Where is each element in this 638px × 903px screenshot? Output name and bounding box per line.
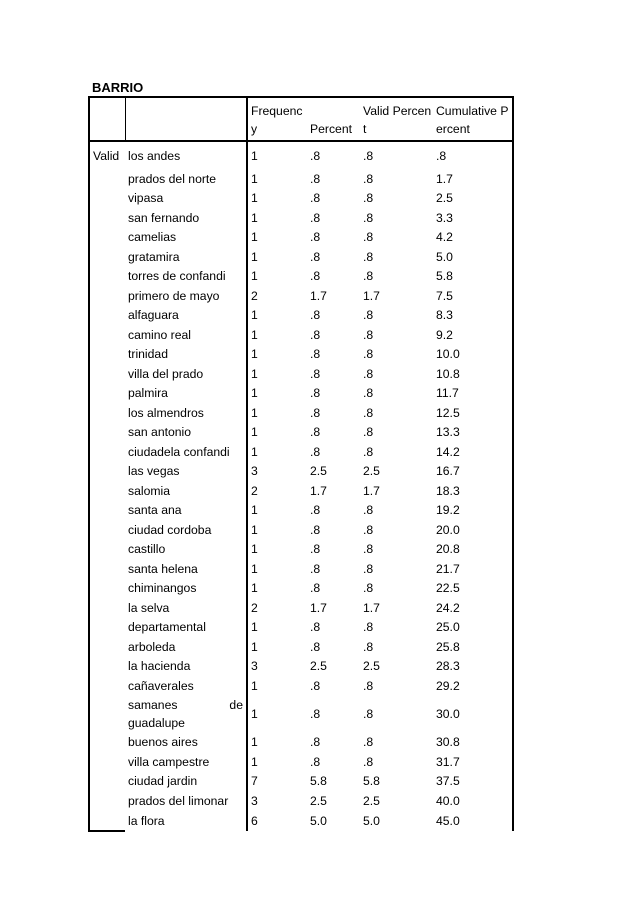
- row-label: alfaguara: [125, 306, 247, 326]
- row-label: primero de mayo: [125, 286, 247, 306]
- cumulative-percent-cell: 25.8: [433, 637, 513, 657]
- table-row: [89, 286, 513, 306]
- header-row: [89, 97, 513, 141]
- group-cell: [89, 598, 125, 618]
- frequency-cell: 2: [251, 483, 258, 498]
- percent-cell: .8: [310, 620, 321, 635]
- group-cell: [89, 657, 125, 677]
- header-percent: Percent: [307, 97, 360, 141]
- row-label: los almendros: [125, 403, 247, 423]
- table-row: [89, 540, 513, 560]
- percent-cell: 5.0: [310, 813, 327, 828]
- row-label: santa ana: [125, 501, 247, 521]
- group-cell: [89, 345, 125, 365]
- table-row: [89, 462, 513, 482]
- group-cell: [89, 403, 125, 423]
- row-label: departamental: [125, 618, 247, 638]
- valid-percent-cell: .8: [363, 425, 374, 440]
- valid-percent-cell: .8: [363, 639, 374, 654]
- frequency-cell: 1: [251, 347, 258, 362]
- frequency-cell: 3: [251, 793, 258, 808]
- frequency-cell: 1: [251, 620, 258, 635]
- valid-percent-cell: .8: [363, 678, 374, 693]
- group-cell: [89, 247, 125, 267]
- table-row: [89, 520, 513, 540]
- row-label: los andes: [125, 141, 247, 169]
- frequency-cell: 1: [251, 444, 258, 459]
- cumulative-percent-cell: 14.2: [433, 442, 513, 462]
- cumulative-percent-cell: 40.0: [433, 791, 513, 811]
- table-row: [89, 364, 513, 384]
- table-row: [89, 169, 513, 189]
- valid-percent-cell: .8: [363, 405, 374, 420]
- frequency-cell: 3: [251, 464, 258, 479]
- percent-cell: .8: [310, 678, 321, 693]
- percent-cell: 2.5: [310, 793, 327, 808]
- table-row: [89, 189, 513, 209]
- row-label: castillo: [125, 540, 247, 560]
- header-corner-label: [125, 97, 247, 141]
- cumulative-percent-cell: 13.3: [433, 423, 513, 443]
- group-cell: [89, 772, 125, 792]
- valid-percent-cell: .8: [363, 444, 374, 459]
- table-body: [89, 141, 513, 831]
- table-row: [89, 559, 513, 579]
- valid-percent-cell: .8: [363, 249, 374, 264]
- group-cell: [89, 752, 125, 772]
- row-label: san antonio: [125, 423, 247, 443]
- cumulative-percent-cell: 10.0: [433, 345, 513, 365]
- percent-cell: .8: [310, 230, 321, 245]
- group-cell: [89, 637, 125, 657]
- percent-cell: 2.5: [310, 464, 327, 479]
- row-label: villa del prado: [125, 364, 247, 384]
- group-cell: [89, 676, 125, 696]
- percent-cell: .8: [310, 171, 321, 186]
- group-cell: [89, 520, 125, 540]
- valid-percent-cell: .8: [363, 735, 374, 750]
- frequency-cell: 1: [251, 754, 258, 769]
- percent-cell: .8: [310, 269, 321, 284]
- cumulative-percent-cell: 20.8: [433, 540, 513, 560]
- table-row: [89, 423, 513, 443]
- percent-cell: .8: [310, 366, 321, 381]
- valid-percent-cell: .8: [363, 542, 374, 557]
- cumulative-percent-cell: 25.0: [433, 618, 513, 638]
- percent-cell: .8: [310, 210, 321, 225]
- row-label: las vegas: [125, 462, 247, 482]
- cumulative-percent-cell: 7.5: [433, 286, 513, 306]
- row-label: ciudad cordoba: [125, 520, 247, 540]
- cumulative-percent-cell: 4.2: [433, 228, 513, 248]
- valid-percent-cell: .8: [363, 230, 374, 245]
- percent-cell: 1.7: [310, 288, 327, 303]
- valid-percent-cell: .8: [363, 754, 374, 769]
- table-row: [89, 657, 513, 677]
- header-corner: [89, 97, 125, 141]
- row-label: cañaverales: [125, 676, 247, 696]
- row-label: santa helena: [125, 559, 247, 579]
- cumulative-percent-cell: 29.2: [433, 676, 513, 696]
- cumulative-percent-cell: 5.8: [433, 267, 513, 287]
- frequency-cell: 1: [251, 171, 258, 186]
- cumulative-percent-cell: 10.8: [433, 364, 513, 384]
- frequency-cell: 1: [251, 308, 258, 323]
- table-row: [89, 228, 513, 248]
- frequency-cell: 1: [251, 249, 258, 264]
- group-cell: [89, 540, 125, 560]
- row-label: camelias: [125, 228, 247, 248]
- valid-percent-cell: 2.5: [363, 464, 380, 479]
- frequency-cell: 3: [251, 659, 258, 674]
- percent-cell: 1.7: [310, 600, 327, 615]
- valid-percent-cell: .8: [363, 171, 374, 186]
- frequency-cell: 1: [251, 425, 258, 440]
- frequency-cell: 1: [251, 191, 258, 206]
- percent-cell: .8: [310, 386, 321, 401]
- table-row: [89, 752, 513, 772]
- group-cell: [89, 618, 125, 638]
- group-cell: [89, 501, 125, 521]
- cumulative-percent-cell: 31.7: [433, 752, 513, 772]
- valid-percent-cell: .8: [363, 327, 374, 342]
- table-row: [89, 811, 513, 832]
- percent-cell: .8: [310, 707, 321, 721]
- valid-percent-cell: 1.7: [363, 288, 380, 303]
- row-label: la selva: [125, 598, 247, 618]
- cumulative-percent-cell: 9.2: [433, 325, 513, 345]
- row-label: villa campestre: [125, 752, 247, 772]
- percent-cell: .8: [310, 754, 321, 769]
- table-row: [89, 791, 513, 811]
- table-row: [89, 618, 513, 638]
- table-row: [89, 208, 513, 228]
- header-valid-percent: Valid Percent: [360, 97, 433, 141]
- percent-cell: .8: [310, 735, 321, 750]
- valid-percent-cell: .8: [363, 269, 374, 284]
- valid-percent-cell: .8: [363, 581, 374, 596]
- percent-cell: .8: [310, 425, 321, 440]
- frequency-cell: 7: [251, 774, 258, 789]
- table-row: [89, 345, 513, 365]
- frequency-cell: 1: [251, 405, 258, 420]
- group-cell: [89, 442, 125, 462]
- cumulative-percent-cell: 5.0: [433, 247, 513, 267]
- table-row: [89, 696, 513, 733]
- row-label: torres de confandi: [125, 267, 247, 287]
- row-label: trinidad: [125, 345, 247, 365]
- group-cell: [89, 481, 125, 501]
- table-title: BARRIO: [92, 80, 144, 95]
- table-row: [89, 141, 513, 169]
- table-row: [89, 772, 513, 792]
- percent-cell: .8: [310, 542, 321, 557]
- valid-percent-cell: .8: [363, 522, 374, 537]
- group-label: Valid: [89, 141, 125, 169]
- row-label: palmira: [125, 384, 247, 404]
- valid-percent-cell: 1.7: [363, 600, 380, 615]
- row-label: la hacienda: [125, 657, 247, 677]
- frequency-cell: 1: [251, 542, 258, 557]
- row-label: chiminangos: [125, 579, 247, 599]
- percent-cell: .8: [310, 581, 321, 596]
- valid-percent-cell: .8: [363, 620, 374, 635]
- group-cell: [89, 325, 125, 345]
- valid-percent-cell: .8: [363, 561, 374, 576]
- table-row: [89, 637, 513, 657]
- cumulative-percent-cell: 18.3: [433, 481, 513, 501]
- row-label: samanes de guadalupe: [125, 696, 247, 733]
- table-row: [89, 579, 513, 599]
- cumulative-percent-cell: 8.3: [433, 306, 513, 326]
- percent-cell: .8: [310, 444, 321, 459]
- row-label: prados del limonar: [125, 791, 247, 811]
- cumulative-percent-cell: 11.7: [433, 384, 513, 404]
- percent-cell: 2.5: [310, 659, 327, 674]
- row-label: ciudadela confandi: [125, 442, 247, 462]
- group-cell: [89, 169, 125, 189]
- row-label: vipasa: [125, 189, 247, 209]
- frequency-cell: 1: [251, 269, 258, 284]
- cumulative-percent-cell: 1.7: [433, 169, 513, 189]
- header-frequency: Frequency: [247, 97, 307, 141]
- row-label: ciudad jardin: [125, 772, 247, 792]
- valid-percent-cell: .8: [363, 707, 374, 721]
- cumulative-percent-cell: 30.0: [433, 696, 513, 733]
- percent-cell: .8: [310, 327, 321, 342]
- frequency-cell: 6: [251, 813, 258, 828]
- valid-percent-cell: 2.5: [363, 793, 380, 808]
- table-row: [89, 481, 513, 501]
- table-row: [89, 598, 513, 618]
- table-row: [89, 403, 513, 423]
- frequency-cell: 1: [251, 707, 258, 721]
- header-cumulative-percent: Cumulative Percent: [433, 97, 513, 141]
- valid-percent-cell: .8: [363, 347, 374, 362]
- cumulative-percent-cell: 19.2: [433, 501, 513, 521]
- cumulative-percent-cell: 3.3: [433, 208, 513, 228]
- percent-cell: .8: [310, 405, 321, 420]
- group-cell: [89, 696, 125, 733]
- cumulative-percent-cell: 20.0: [433, 520, 513, 540]
- frequency-cell: 1: [251, 210, 258, 225]
- cumulative-percent-cell: 37.5: [433, 772, 513, 792]
- group-cell: [89, 811, 125, 832]
- table-row: [89, 325, 513, 345]
- group-cell: [89, 267, 125, 287]
- frequency-cell: 1: [251, 639, 258, 654]
- table-row: [89, 442, 513, 462]
- valid-percent-cell: .8: [363, 366, 374, 381]
- cumulative-percent-cell: 45.0: [433, 811, 513, 832]
- row-label: arboleda: [125, 637, 247, 657]
- cumulative-percent-cell: 2.5: [433, 189, 513, 209]
- valid-percent-cell: .8: [363, 308, 374, 323]
- frequency-cell: 2: [251, 288, 258, 303]
- frequency-cell: 1: [251, 230, 258, 245]
- group-cell: [89, 306, 125, 326]
- table-row: [89, 384, 513, 404]
- group-cell: [89, 364, 125, 384]
- table-row: [89, 733, 513, 753]
- frequency-table: [88, 96, 514, 832]
- percent-cell: .8: [310, 249, 321, 264]
- group-cell: [89, 579, 125, 599]
- frequency-cell: 1: [251, 561, 258, 576]
- valid-percent-cell: 1.7: [363, 483, 380, 498]
- group-cell: [89, 733, 125, 753]
- table-row: [89, 267, 513, 287]
- group-cell: [89, 791, 125, 811]
- group-cell: [89, 559, 125, 579]
- cumulative-percent-cell: 21.7: [433, 559, 513, 579]
- frequency-cell: 1: [251, 327, 258, 342]
- percent-cell: .8: [310, 503, 321, 518]
- percent-cell: .8: [310, 347, 321, 362]
- row-label: buenos aires: [125, 733, 247, 753]
- percent-cell: 1.7: [310, 483, 327, 498]
- row-label: la flora: [125, 811, 247, 832]
- valid-percent-cell: .8: [360, 141, 433, 169]
- cumulative-percent-cell: .8: [433, 141, 513, 169]
- frequency-cell: 1: [251, 522, 258, 537]
- group-cell: [89, 286, 125, 306]
- row-label: salomia: [125, 481, 247, 501]
- valid-percent-cell: .8: [363, 503, 374, 518]
- group-cell: [89, 423, 125, 443]
- percent-cell: 5.8: [310, 774, 327, 789]
- table-row: [89, 306, 513, 326]
- cumulative-percent-cell: 24.2: [433, 598, 513, 618]
- percent-cell: .8: [310, 522, 321, 537]
- frequency-cell: 1: [251, 678, 258, 693]
- row-label: prados del norte: [125, 169, 247, 189]
- valid-percent-cell: 5.8: [363, 774, 380, 789]
- cumulative-percent-cell: 16.7: [433, 462, 513, 482]
- valid-percent-cell: 2.5: [363, 659, 380, 674]
- valid-percent-cell: .8: [363, 191, 374, 206]
- valid-percent-cell: .8: [363, 210, 374, 225]
- cumulative-percent-cell: 28.3: [433, 657, 513, 677]
- group-cell: [89, 384, 125, 404]
- group-cell: [89, 189, 125, 209]
- frequency-cell: 2: [251, 600, 258, 615]
- cumulative-percent-cell: 12.5: [433, 403, 513, 423]
- row-label: san fernando: [125, 208, 247, 228]
- percent-cell: .8: [310, 308, 321, 323]
- cumulative-percent-cell: 30.8: [433, 733, 513, 753]
- frequency-cell: 1: [251, 386, 258, 401]
- row-label: gratamira: [125, 247, 247, 267]
- percent-cell: .8: [310, 191, 321, 206]
- cumulative-percent-cell: 22.5: [433, 579, 513, 599]
- group-cell: [89, 462, 125, 482]
- row-label: camino real: [125, 325, 247, 345]
- group-cell: [89, 208, 125, 228]
- percent-cell: .8: [307, 141, 360, 169]
- table-row: [89, 247, 513, 267]
- frequency-cell: 1: [251, 366, 258, 381]
- table-row: [89, 501, 513, 521]
- frequency-cell: 1: [251, 581, 258, 596]
- frequency-cell: 1: [251, 735, 258, 750]
- frequency-cell: 1: [247, 141, 307, 169]
- frequency-cell: 1: [251, 503, 258, 518]
- percent-cell: .8: [310, 639, 321, 654]
- table-row: [89, 676, 513, 696]
- percent-cell: .8: [310, 561, 321, 576]
- valid-percent-cell: .8: [363, 386, 374, 401]
- valid-percent-cell: 5.0: [363, 813, 380, 828]
- group-cell: [89, 228, 125, 248]
